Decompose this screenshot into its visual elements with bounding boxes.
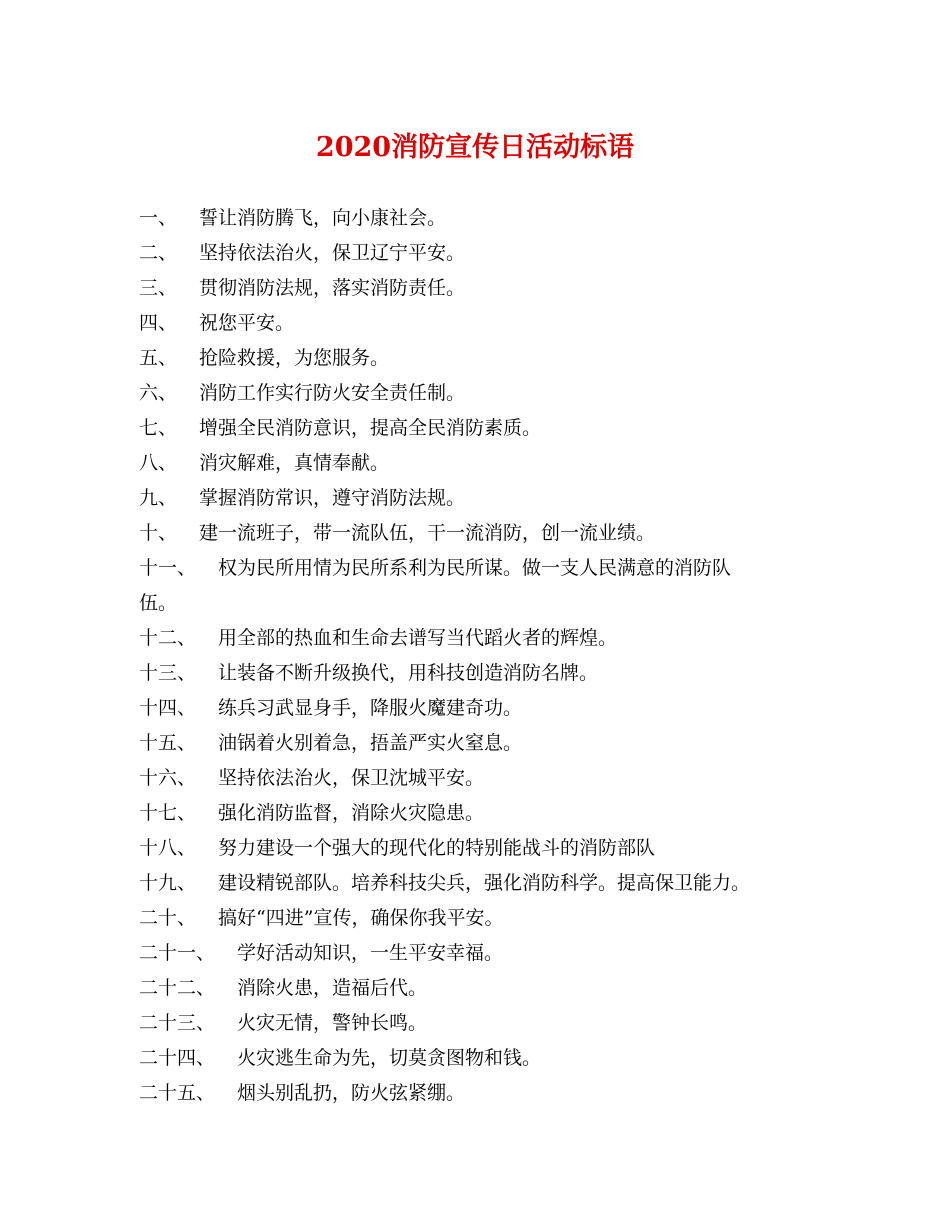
item-text: 让装备不断升级换代，用科技创造消防名牌。 xyxy=(218,662,599,684)
item-number: 七、 xyxy=(139,417,178,439)
item-text-continuation: 伍。 xyxy=(139,592,178,614)
item-text: 祝您平安。 xyxy=(199,312,295,334)
list-item xyxy=(139,551,839,586)
list-item xyxy=(139,831,839,866)
list-item xyxy=(139,901,839,936)
item-text: 掌握消防常识，遵守消防法规。 xyxy=(199,487,466,509)
list-item xyxy=(139,341,839,376)
item-text: 火灾无情，警钟长鸣。 xyxy=(237,1012,428,1034)
item-text: 学好活动知识，一生平安幸福。 xyxy=(237,942,504,964)
item-text: 抢险救援，为您服务。 xyxy=(199,347,390,369)
item-number: 十三、 xyxy=(139,662,197,684)
item-text: 用全部的热血和生命去谱写当代蹈火者的辉煌。 xyxy=(218,627,618,649)
list-item xyxy=(139,971,839,1006)
item-number: 四、 xyxy=(139,312,178,334)
item-number: 二十二、 xyxy=(139,977,216,999)
item-number: 十六、 xyxy=(139,767,197,789)
item-number: 二十三、 xyxy=(139,1012,216,1034)
item-number: 八、 xyxy=(139,452,178,474)
list-item xyxy=(139,796,839,831)
item-text: 消防工作实行防火安全责任制。 xyxy=(199,382,466,404)
item-number: 九、 xyxy=(139,487,178,509)
document-title: 2020消防宣传日活动标语 xyxy=(315,132,635,163)
slogan-list xyxy=(139,201,839,1111)
list-item xyxy=(139,201,839,236)
item-number: 五、 xyxy=(139,347,178,369)
item-number: 十五、 xyxy=(139,732,197,754)
item-text: 誓让消防腾飞，向小康社会。 xyxy=(199,207,447,229)
item-text: 消灾解难，真情奉献。 xyxy=(199,452,390,474)
item-text: 贯彻消防法规，落实消防责任。 xyxy=(199,277,466,299)
list-item xyxy=(139,1006,839,1041)
list-item xyxy=(139,481,839,516)
list-item xyxy=(139,761,839,796)
item-number: 十八、 xyxy=(139,837,197,859)
item-text: 火灾逃生命为先，切莫贪图物和钱。 xyxy=(237,1047,542,1069)
list-item xyxy=(139,516,839,551)
list-item xyxy=(139,1076,839,1111)
item-text: 坚持依法治火，保卫辽宁平安。 xyxy=(199,242,466,264)
item-number: 十一、 xyxy=(139,557,197,579)
item-number: 二十一、 xyxy=(139,942,216,964)
list-item xyxy=(139,236,839,271)
item-text: 消除火患，造福后代。 xyxy=(237,977,428,999)
list-item xyxy=(139,936,839,971)
item-number: 三、 xyxy=(139,277,178,299)
item-text: 油锅着火别着急，捂盖严实火窒息。 xyxy=(218,732,523,754)
list-item xyxy=(139,691,839,726)
item-number: 一、 xyxy=(139,207,178,229)
item-number: 十九、 xyxy=(139,872,197,894)
item-text: 建设精锐部队。培养科技尖兵，强化消防科学。提高保卫能力。 xyxy=(218,872,751,894)
list-item xyxy=(139,306,839,341)
item-text: 练兵习武显身手，降服火魔建奇功。 xyxy=(218,697,523,719)
list-item xyxy=(139,866,839,901)
item-text: 烟头别乱扔，防火弦紧绷。 xyxy=(237,1082,466,1104)
item-number: 二十五、 xyxy=(139,1082,216,1104)
item-number: 二、 xyxy=(139,242,178,264)
item-text: 搞好“四进”宣传，确保你我平安。 xyxy=(218,907,504,929)
item-number: 二十四、 xyxy=(139,1047,216,1069)
item-number: 十、 xyxy=(139,522,178,544)
item-text: 努力建设一个强大的现代化的特别能战斗的消防部队 xyxy=(218,837,656,859)
list-item xyxy=(139,446,839,481)
list-item xyxy=(139,726,839,761)
item-text: 建一流班子，带一流队伍，干一流消防，创一流业绩。 xyxy=(199,522,656,544)
item-text: 强化消防监督，消除火灾隐患。 xyxy=(218,802,485,824)
list-item xyxy=(139,621,839,656)
list-item xyxy=(139,656,839,691)
list-item xyxy=(139,411,839,446)
item-text: 增强全民消防意识，提高全民消防素质。 xyxy=(199,417,542,439)
list-item xyxy=(139,1041,839,1076)
item-number: 十四、 xyxy=(139,697,197,719)
list-item xyxy=(139,271,839,306)
item-text: 权为民所用情为民所系利为民所谋。做一支人民满意的消防队 xyxy=(218,557,732,579)
item-text: 坚持依法治火，保卫沈城平安。 xyxy=(218,767,485,789)
item-number: 二十、 xyxy=(139,907,197,929)
item-number: 十七、 xyxy=(139,802,197,824)
list-item xyxy=(139,376,839,411)
item-number: 六、 xyxy=(139,382,178,404)
item-number: 十二、 xyxy=(139,627,197,649)
